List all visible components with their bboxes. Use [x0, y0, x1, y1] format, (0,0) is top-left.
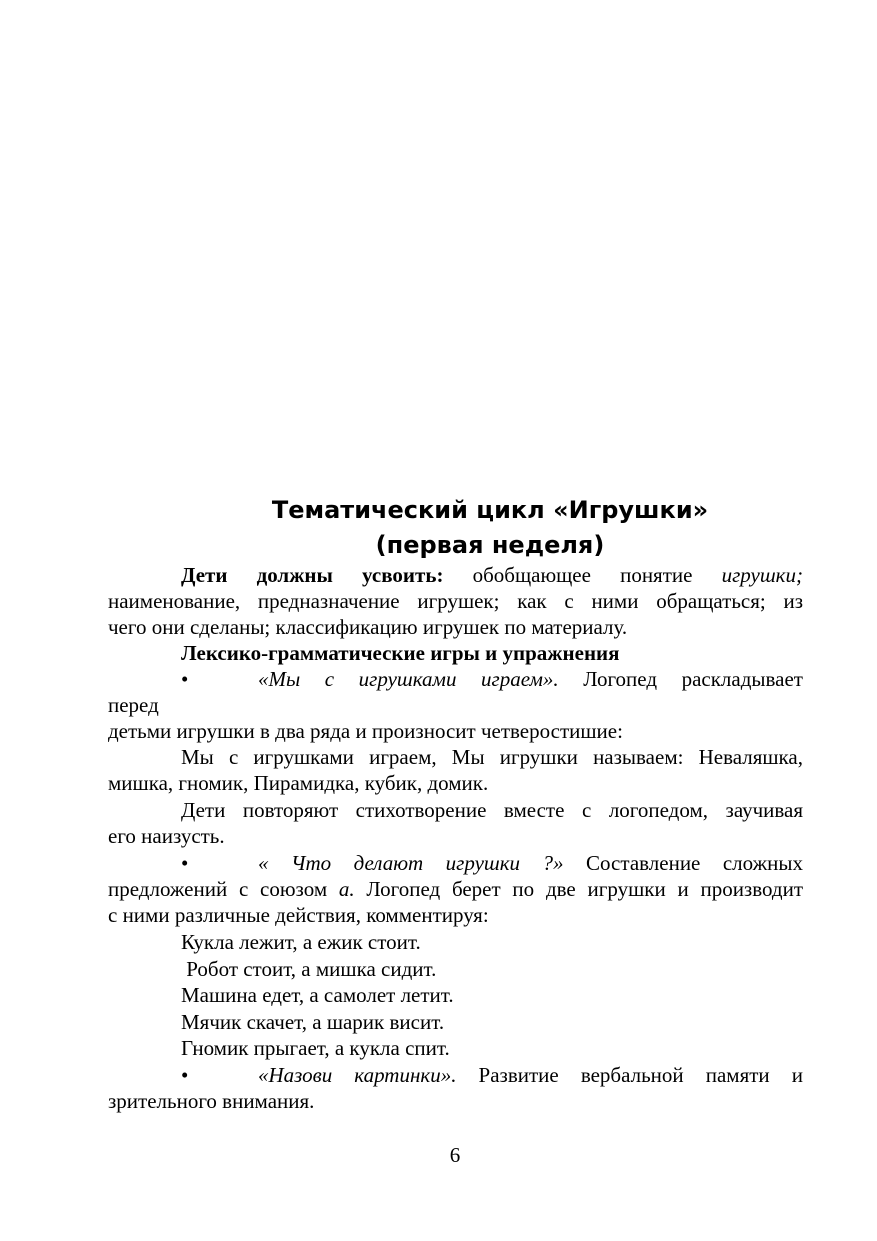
item-3-line-2: зрительного внимания.: [108, 1089, 315, 1113]
item-2-line-2: предложений с союзом а. Логопед берет по две игрушки и производит: [108, 877, 803, 901]
item-1-line-3: детьми игрушки в два ряда и произносит четверостишие:: [108, 719, 623, 743]
paragraph-repeat-line-2: его наизусть.: [108, 824, 225, 848]
poem-line-1: Мы с игрушками играем, Мы игрушки называем: Неваляшка,: [181, 745, 803, 769]
paragraph-goals-line-3: чего они сделаны; классификацию игрушек по материалу.: [108, 615, 628, 639]
goals-label: Дети должны усвоить:: [181, 563, 444, 587]
paragraph-goals-line-2: наименование, предназначение игрушек; как с ними обращаться; из: [108, 589, 803, 613]
example-4: Мячик скачет, а шарик висит.: [181, 1010, 445, 1034]
bullet-1: •: [181, 667, 189, 691]
example-2: Робот стоит, а мишка сидит.: [181, 957, 437, 981]
paragraph-goals-line-1: Дети должны усвоить: обобщающее понятие игрушки;: [181, 563, 803, 587]
page-number: 6: [449, 1143, 461, 1167]
example-3: Машина едет, а самолет летит.: [181, 983, 454, 1007]
example-1: Кукла лежит, а ежик стоит.: [181, 930, 421, 954]
poem-line-2: мишка, гномик, Пирамидка, кубик, домик.: [108, 771, 489, 795]
example-5: Гномик прыгает, а кукла спит.: [181, 1036, 450, 1060]
item-1-line-2: перед: [108, 693, 159, 717]
item-2-line-1: « Что делают игрушки ?» Составление сложных: [258, 851, 803, 875]
item-2-line-3: с ними различные действия, комментируя:: [108, 903, 489, 927]
bullet-2: •: [181, 851, 189, 875]
item-3-line-1: «Назови картинки». Развитие вербальной памяти и: [258, 1063, 803, 1087]
item-1-line-1: «Мы с игрушками играем». Логопед раскладывает: [258, 667, 803, 691]
bullet-3: •: [181, 1063, 189, 1087]
title-line-2: (первая неделя): [375, 531, 605, 559]
section-heading: Лексико-грамматические игры и упражнения: [181, 641, 620, 665]
paragraph-repeat-line-1: Дети повторяют стихотворение вместе с логопедом, заучивая: [181, 798, 803, 822]
title-line-1: Тематический цикл «Игрушки»: [271, 496, 709, 524]
